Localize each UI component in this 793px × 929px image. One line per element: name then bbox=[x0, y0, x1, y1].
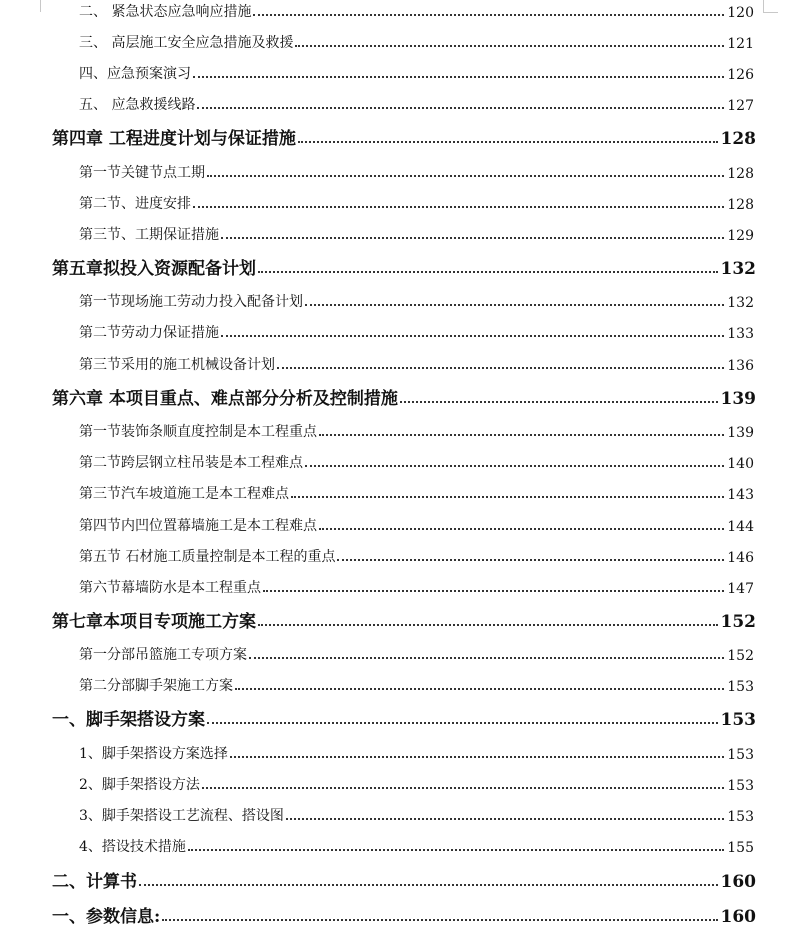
toc-dot-leader bbox=[188, 849, 724, 851]
toc-entry-title: 五、 应急救援线路 bbox=[79, 97, 196, 113]
toc-chapter-entry[interactable] bbox=[52, 125, 756, 149]
toc-dot-leader bbox=[249, 657, 724, 659]
toc-entry[interactable] bbox=[79, 644, 754, 664]
toc-chapter-entry[interactable] bbox=[52, 608, 756, 632]
toc-chapter-entry[interactable] bbox=[52, 903, 756, 927]
toc-entry-title: 第三节汽车坡道施工是本工程难点 bbox=[79, 486, 289, 502]
toc-entry-title: 二、计算书 bbox=[52, 872, 137, 892]
toc-entry-title: 第四章 工程进度计划与保证措施 bbox=[52, 129, 296, 149]
toc-entry-title: 4、搭设技术措施 bbox=[79, 839, 186, 855]
toc-entry-title: 第四节内凹位置幕墙施工是本工程难点 bbox=[79, 518, 317, 534]
toc-dot-leader bbox=[258, 271, 718, 273]
toc-dot-leader bbox=[400, 401, 718, 403]
toc-dot-leader bbox=[319, 528, 724, 530]
toc-entry-page: 129 bbox=[727, 228, 754, 244]
toc-entry[interactable] bbox=[79, 836, 754, 856]
toc-entry-title: 一、参数信息: bbox=[52, 907, 161, 927]
toc-entry-page: 132 bbox=[720, 259, 756, 279]
toc-dot-leader bbox=[277, 367, 724, 369]
toc-dot-leader bbox=[221, 335, 724, 337]
toc-dot-leader bbox=[337, 559, 724, 561]
toc-chapter-entry[interactable] bbox=[52, 385, 756, 409]
toc-entry[interactable] bbox=[79, 94, 754, 114]
toc-entry-page: 128 bbox=[720, 129, 756, 149]
toc-entry[interactable] bbox=[79, 483, 754, 503]
toc-entry-title: 1、脚手架搭设方案选择 bbox=[79, 746, 228, 762]
toc-entry-title: 第六章 本项目重点、难点部分分析及控制措施 bbox=[52, 389, 398, 409]
toc-entry[interactable] bbox=[79, 743, 754, 763]
toc-dot-leader bbox=[263, 590, 724, 592]
toc-entry-title: 第二分部脚手架施工方案 bbox=[79, 678, 233, 694]
toc-dot-leader bbox=[221, 237, 724, 239]
toc-entry-page: 132 bbox=[727, 295, 754, 311]
toc-entry-page: 144 bbox=[727, 519, 754, 535]
toc-entry-page: 146 bbox=[727, 550, 754, 566]
toc-entry[interactable] bbox=[79, 322, 754, 342]
toc-entry-page: 128 bbox=[727, 166, 754, 182]
toc-dot-leader bbox=[202, 787, 724, 789]
toc-dot-leader bbox=[298, 141, 718, 143]
toc-dot-leader bbox=[305, 465, 724, 467]
toc-entry-page: 153 bbox=[727, 679, 754, 695]
toc-entry-title: 第一节现场施工劳动力投入配备计划 bbox=[79, 294, 303, 310]
toc-entry-title: 第三节采用的施工机械设备计划 bbox=[79, 357, 275, 373]
toc-entry-page: 139 bbox=[727, 425, 754, 441]
toc-dot-leader bbox=[162, 919, 717, 921]
toc-entry-title: 第一节装饰条顺直度控制是本工程重点 bbox=[79, 424, 317, 440]
toc-entry-page: 147 bbox=[727, 581, 754, 597]
toc-entry-title: 第五节 石材施工质量控制是本工程的重点 bbox=[79, 549, 336, 565]
toc-entry-page: 120 bbox=[727, 5, 754, 21]
toc-dot-leader bbox=[291, 496, 724, 498]
toc-entry-page: 160 bbox=[720, 872, 756, 892]
toc-entry[interactable] bbox=[79, 452, 754, 472]
toc-dot-leader bbox=[286, 818, 724, 820]
toc-entry[interactable] bbox=[79, 354, 754, 374]
toc-entry[interactable] bbox=[79, 515, 754, 535]
toc-entry[interactable] bbox=[79, 162, 754, 182]
toc-entry-page: 136 bbox=[727, 358, 754, 374]
toc-entry-page: 160 bbox=[720, 907, 756, 927]
toc-entry-page: 133 bbox=[727, 326, 754, 342]
toc-dot-leader bbox=[305, 304, 724, 306]
toc-entry-page: 153 bbox=[727, 778, 754, 794]
toc-entry-title: 3、脚手架搭设工艺流程、搭设图 bbox=[79, 808, 284, 824]
toc-entry-page: 152 bbox=[727, 648, 754, 664]
toc-entry-title: 第三节、工期保证措施 bbox=[79, 227, 219, 243]
toc-entry-page: 153 bbox=[727, 809, 754, 825]
toc-entry[interactable] bbox=[79, 1, 754, 21]
toc-entry-page: 121 bbox=[727, 36, 754, 52]
toc-chapter-entry[interactable] bbox=[52, 868, 756, 892]
toc-entry[interactable] bbox=[79, 774, 754, 794]
toc-dot-leader bbox=[193, 76, 724, 78]
toc-dot-leader bbox=[139, 884, 718, 886]
toc-dot-leader bbox=[207, 722, 718, 724]
toc-dot-leader bbox=[197, 107, 724, 109]
toc-entry[interactable] bbox=[79, 63, 754, 83]
toc-entry-page: 153 bbox=[720, 710, 756, 730]
toc-dot-leader bbox=[258, 624, 718, 626]
toc-entry-page: 126 bbox=[727, 67, 754, 83]
toc-entry-title: 第七章本项目专项施工方案 bbox=[52, 612, 256, 632]
toc-entry-page: 140 bbox=[727, 456, 754, 472]
toc-entry[interactable] bbox=[79, 675, 754, 695]
toc-entry[interactable] bbox=[79, 224, 754, 244]
toc-entry-page: 127 bbox=[727, 98, 754, 114]
toc-entry-title: 第一分部吊篮施工专项方案 bbox=[79, 647, 247, 663]
toc-entry-title: 第二节劳动力保证措施 bbox=[79, 325, 219, 341]
toc-entry[interactable] bbox=[79, 546, 754, 566]
toc-entry-title: 第二节跨层钢立柱吊装是本工程难点 bbox=[79, 455, 303, 471]
toc-entry-title: 第六节幕墙防水是本工程重点 bbox=[79, 580, 261, 596]
toc-entry-title: 第二节、进度安排 bbox=[79, 196, 191, 212]
toc-entry-page: 128 bbox=[727, 197, 754, 213]
toc-entry[interactable] bbox=[79, 291, 754, 311]
toc-entry-title: 2、脚手架搭设方法 bbox=[79, 777, 200, 793]
toc-entry-page: 153 bbox=[727, 747, 754, 763]
toc-dot-leader bbox=[207, 175, 724, 177]
toc-entry-title: 第一节关键节点工期 bbox=[79, 165, 205, 181]
toc-dot-leader bbox=[319, 434, 724, 436]
toc-entry-page: 152 bbox=[720, 612, 756, 632]
toc-dot-leader bbox=[235, 688, 724, 690]
toc-dot-leader bbox=[193, 206, 724, 208]
toc-entry[interactable] bbox=[79, 421, 754, 441]
toc-entry-title: 四、应急预案演习 bbox=[79, 66, 191, 82]
toc-chapter-entry[interactable] bbox=[52, 706, 756, 730]
toc-entry[interactable] bbox=[79, 805, 754, 825]
toc-entry-title: 一、脚手架搭设方案 bbox=[52, 710, 205, 730]
toc-dot-leader bbox=[230, 756, 724, 758]
toc-entry-page: 143 bbox=[727, 487, 754, 503]
toc-entry[interactable] bbox=[79, 32, 754, 52]
toc-chapter-entry[interactable] bbox=[52, 255, 756, 279]
toc-entry-page: 155 bbox=[727, 840, 754, 856]
toc-entry[interactable] bbox=[79, 577, 754, 597]
toc-dot-leader bbox=[253, 14, 724, 16]
toc-entry-title: 三、 高层施工安全应急措施及救援 bbox=[79, 35, 294, 51]
toc-entry-title: 二、 紧急状态应急响应措施 bbox=[79, 4, 252, 20]
toc-dot-leader bbox=[295, 45, 724, 47]
toc-entry-page: 139 bbox=[720, 389, 756, 409]
toc-entry-title: 第五章拟投入资源配备计划 bbox=[52, 259, 256, 279]
toc-entry[interactable] bbox=[79, 193, 754, 213]
